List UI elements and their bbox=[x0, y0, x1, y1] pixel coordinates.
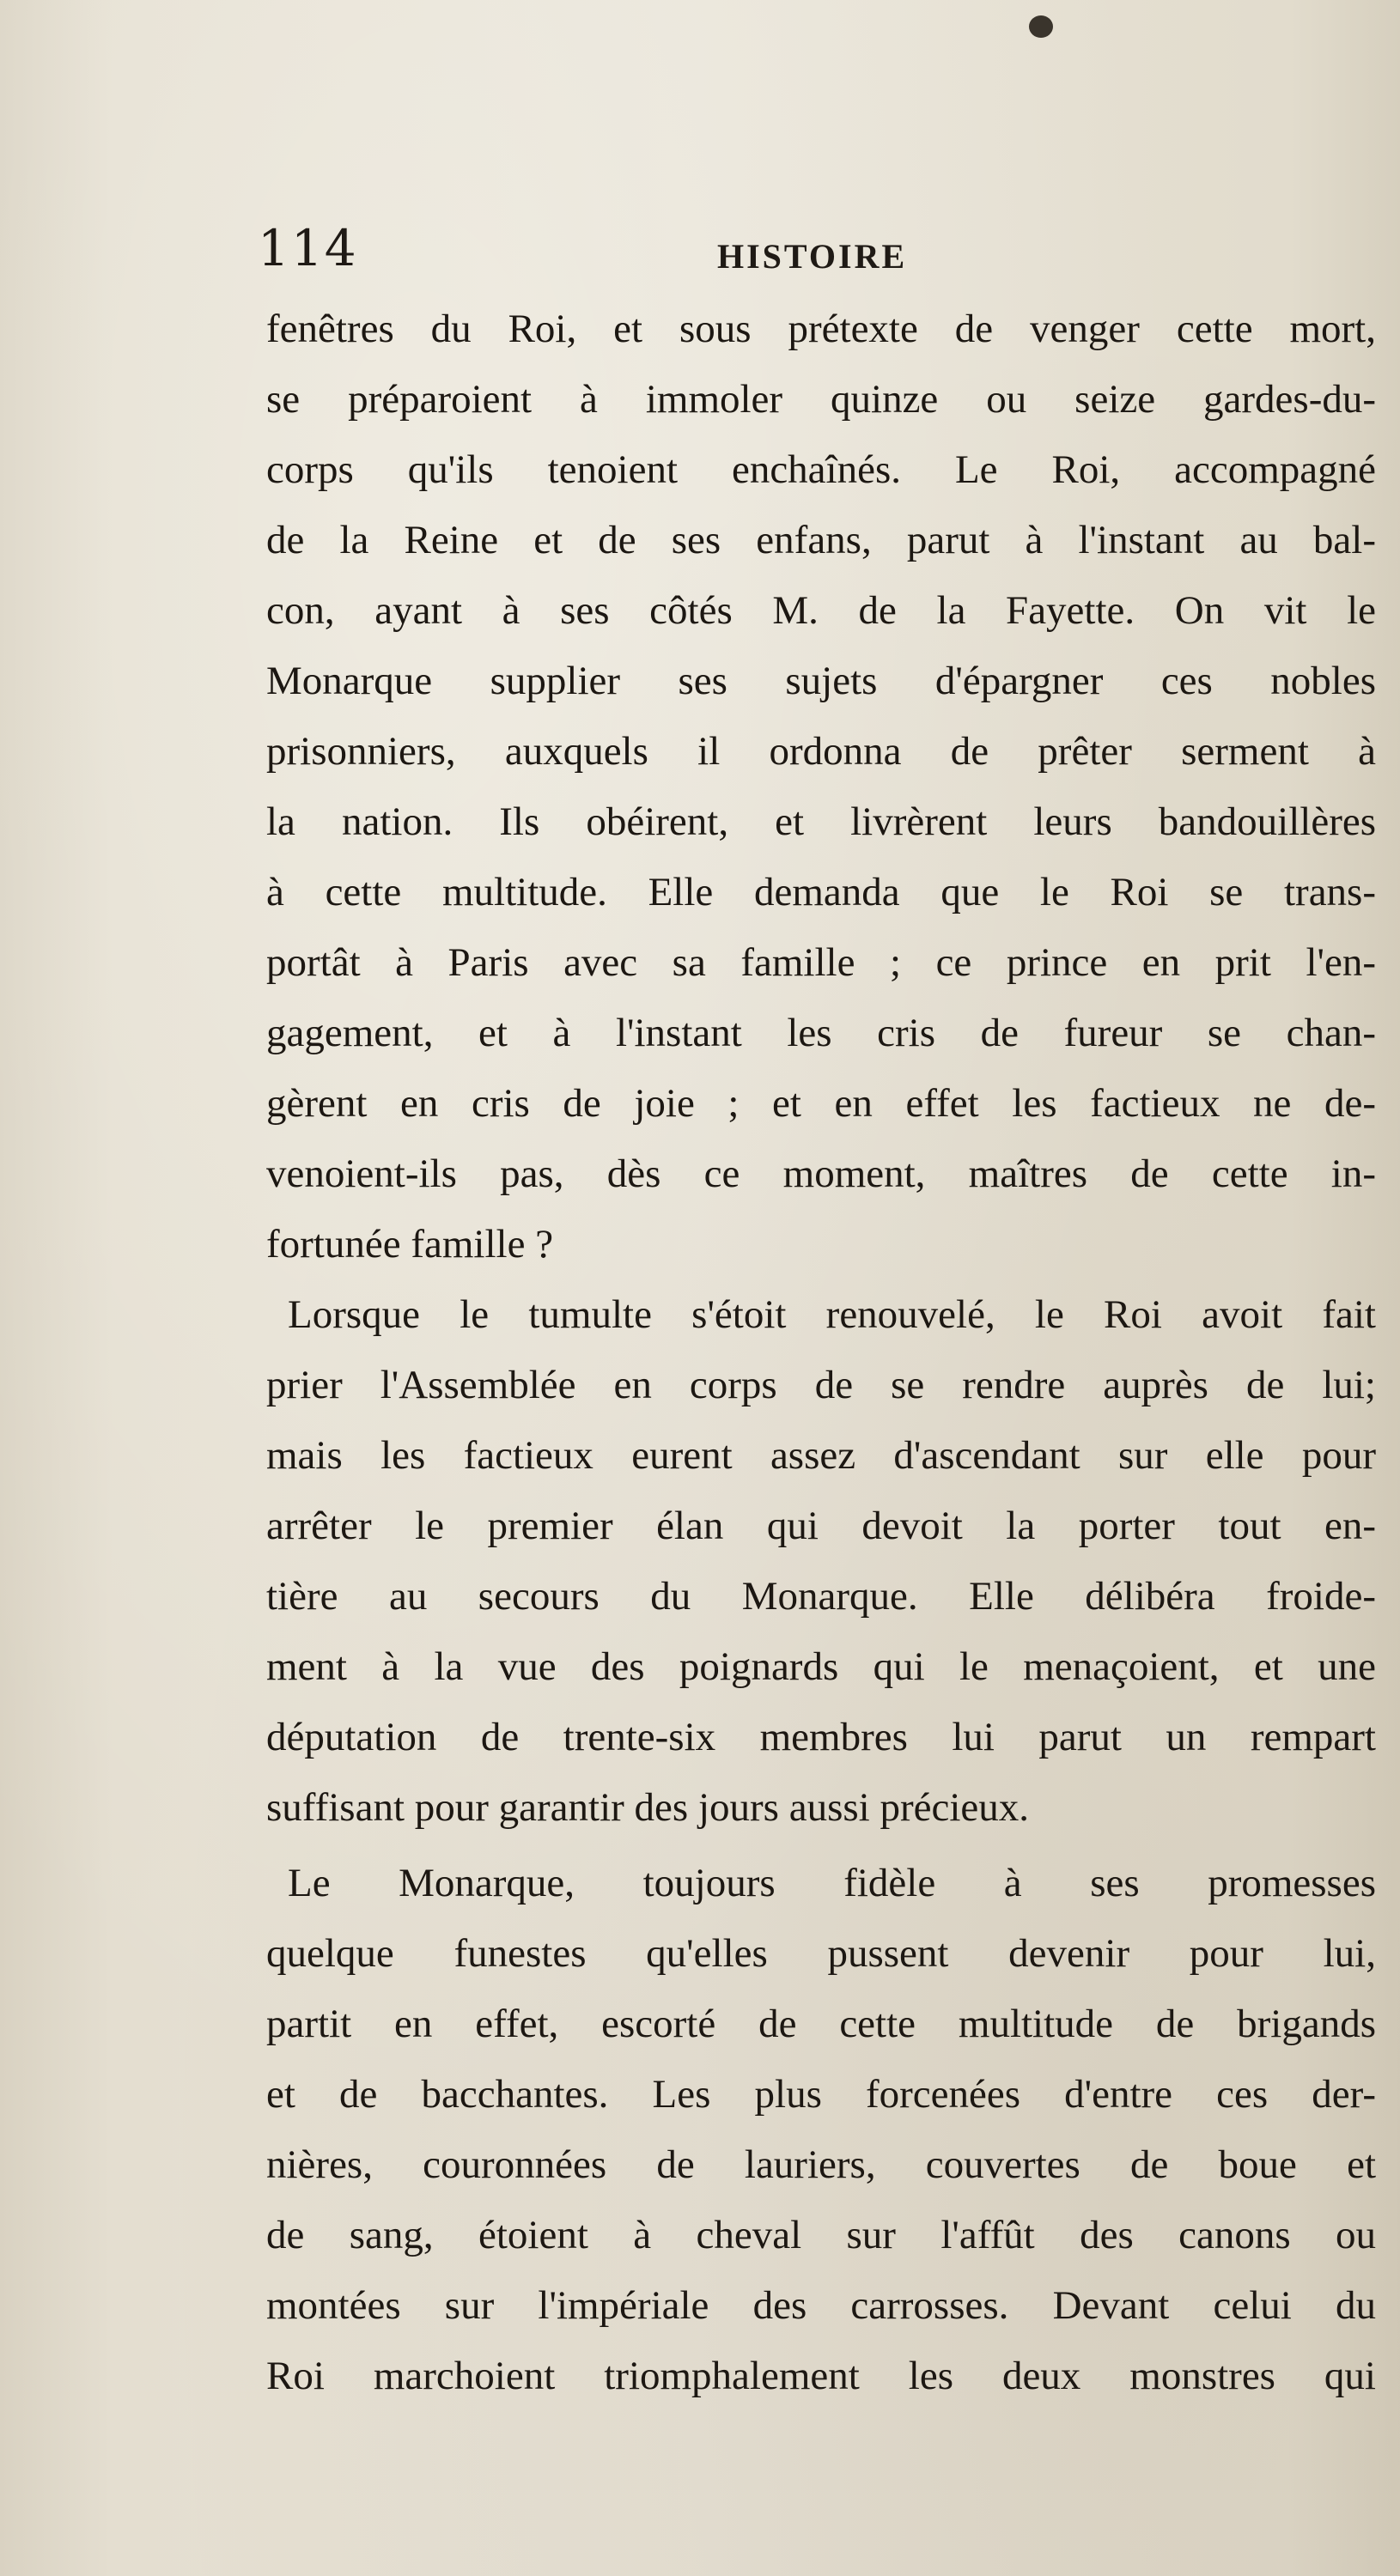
text-line: montées sur l'impériale des carrosses. Devant celui du bbox=[266, 2283, 1376, 2328]
body-text bbox=[266, 294, 1376, 2411]
text-line: fortunée famille ? bbox=[266, 1222, 554, 1267]
text-line: de sang, étoient à cheval sur l'affût des canons ou bbox=[266, 2213, 1376, 2257]
text-line: partit en effet, escorté de cette multitude de brigands bbox=[266, 2002, 1376, 2046]
text-line: ment à la vue des poignards qui le menaçoient, et une bbox=[266, 1644, 1376, 1689]
text-line: Roi marchoient triomphalement les deux monstres qui bbox=[266, 2354, 1376, 2398]
page-header bbox=[258, 219, 1117, 279]
running-head: HISTOIRE bbox=[717, 237, 908, 276]
text-line: se préparoient à immoler quinze ou seize gardes-du- bbox=[266, 377, 1376, 422]
text-line: gagement, et à l'instant les cris de fureur se chan- bbox=[266, 1011, 1376, 1055]
text-line: gèrent en cris de joie ; et en effet les factieux ne de- bbox=[266, 1081, 1376, 1126]
text-line: portât à Paris avec sa famille ; ce prince en prit l'en- bbox=[266, 940, 1376, 985]
text-line: con, ayant à ses côtés M. de la Fayette. On vit le bbox=[266, 588, 1376, 633]
text-line: de la Reine et de ses enfans, parut à l'instant au bal- bbox=[266, 518, 1376, 562]
text-line: nières, couronnées de lauriers, couvertes de boue et bbox=[266, 2142, 1376, 2187]
text-line: mais les factieux eurent assez d'ascendant sur elle pour bbox=[266, 1433, 1376, 1478]
ink-blot bbox=[1029, 15, 1053, 38]
text-line: prisonniers, auxquels il ordonna de prêter serment à bbox=[266, 729, 1376, 774]
text-line: venoient-ils pas, dès ce moment, maîtres de cette in- bbox=[266, 1151, 1376, 1196]
text-line: prier l'Assemblée en corps de se rendre auprès de lui; bbox=[266, 1363, 1376, 1407]
text-line: arrêter le premier élan qui devoit la porter tout en- bbox=[266, 1504, 1376, 1548]
text-line: à cette multitude. Elle demanda que le Roi se trans- bbox=[266, 870, 1376, 914]
text-line: Le Monarque, toujours fidèle à ses promesses bbox=[288, 1861, 1376, 1905]
text-line: fenêtres du Roi, et sous prétexte de venger cette mort, bbox=[266, 307, 1376, 351]
text-line: et de bacchantes. Les plus forcenées d'entre ces der- bbox=[266, 2072, 1376, 2117]
text-line: Monarque supplier ses sujets d'épargner ces nobles bbox=[266, 659, 1376, 703]
text-line: la nation. Ils obéirent, et livrèrent leurs bandouillères bbox=[266, 799, 1376, 844]
page-number: 114 bbox=[258, 219, 358, 277]
text-line: suffisant pour garantir des jours aussi précieux. bbox=[266, 1785, 1029, 1830]
text-line: quelque funestes qu'elles pussent devenir pour lui, bbox=[266, 1931, 1376, 1976]
text-line: députation de trente-six membres lui parut un rempart bbox=[266, 1715, 1376, 1759]
text-line: corps qu'ils tenoient enchaînés. Le Roi, accompagné bbox=[266, 447, 1376, 492]
text-line: Lorsque le tumulte s'étoit renouvelé, le Roi avoit fait bbox=[288, 1292, 1376, 1337]
text-line: tière au secours du Monarque. Elle délibéra froide- bbox=[266, 1574, 1376, 1619]
